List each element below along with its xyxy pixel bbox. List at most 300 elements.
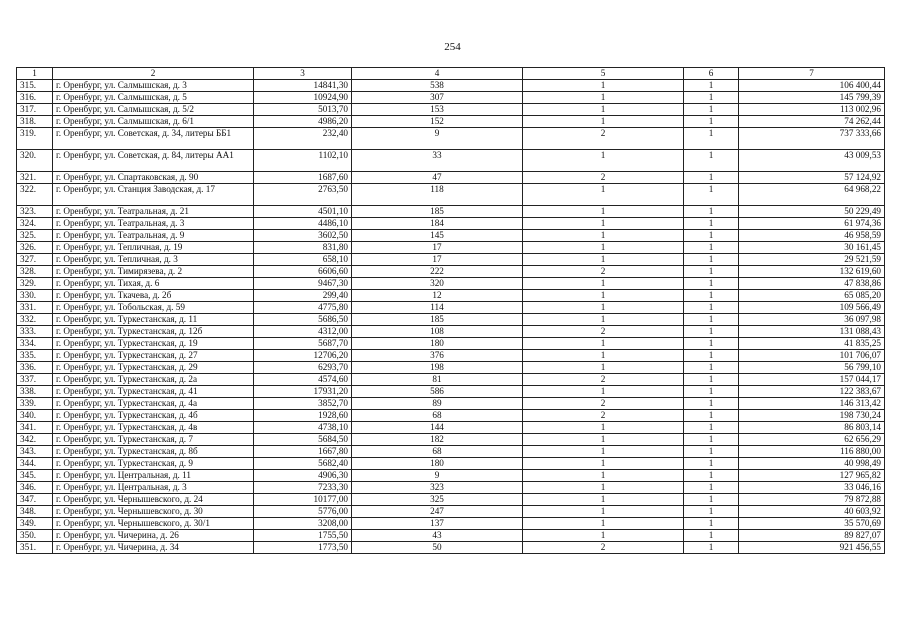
area-cell: 3208,00 xyxy=(254,518,352,530)
amount-cell: 43 009,53 xyxy=(739,150,885,172)
count-cell: 586 xyxy=(352,386,523,398)
table-row xyxy=(17,470,885,482)
row-number-cell: 341. xyxy=(17,422,53,434)
table-row xyxy=(17,530,885,542)
category-cell: 2 xyxy=(523,398,684,410)
row-number-cell: 329. xyxy=(17,278,53,290)
amount-cell: 40 603,92 xyxy=(739,506,885,518)
row-number-cell: 323. xyxy=(17,206,53,218)
category-cell: 1 xyxy=(523,254,684,266)
category-cell: 1 xyxy=(523,242,684,254)
amount-cell: 35 570,69 xyxy=(739,518,885,530)
category-cell: 1 xyxy=(523,434,684,446)
row-number-cell: 331. xyxy=(17,302,53,314)
amount-cell: 61 974,36 xyxy=(739,218,885,230)
amount-cell: 46 958,59 xyxy=(739,230,885,242)
area-cell: 1773,50 xyxy=(254,542,352,554)
table-row xyxy=(17,362,885,374)
address-cell: г. Оренбург, ул. Театральная, д. 21 xyxy=(53,206,254,218)
amount-cell: 145 799,39 xyxy=(739,92,885,104)
category-cell: 1 xyxy=(523,290,684,302)
code-cell: 1 xyxy=(684,386,739,398)
code-cell: 1 xyxy=(684,254,739,266)
area-cell: 6606,60 xyxy=(254,266,352,278)
address-cell: г. Оренбург, ул. Туркестанская, д. 11 xyxy=(53,314,254,326)
area-cell: 5776,00 xyxy=(254,506,352,518)
table-row xyxy=(17,150,885,172)
table-row xyxy=(17,218,885,230)
category-cell: 1 xyxy=(523,338,684,350)
amount-cell: 64 968,22 xyxy=(739,184,885,206)
category-cell: 2 xyxy=(523,266,684,278)
address-cell: г. Оренбург, ул. Театральная, д. 3 xyxy=(53,218,254,230)
amount-cell: 57 124,92 xyxy=(739,172,885,184)
area-cell: 9467,30 xyxy=(254,278,352,290)
address-cell: г. Оренбург, ул. Туркестанская, д. 41 xyxy=(53,386,254,398)
code-cell: 1 xyxy=(684,398,739,410)
code-cell: 1 xyxy=(684,410,739,422)
amount-cell: 101 706,07 xyxy=(739,350,885,362)
table-row xyxy=(17,350,885,362)
table-row xyxy=(17,92,885,104)
row-number-cell: 336. xyxy=(17,362,53,374)
category-cell: 1 xyxy=(523,350,684,362)
table-row xyxy=(17,386,885,398)
count-cell: 247 xyxy=(352,506,523,518)
code-cell: 1 xyxy=(684,446,739,458)
table-row xyxy=(17,230,885,242)
address-cell: г. Оренбург, ул. Театральная, д. 9 xyxy=(53,230,254,242)
row-number-cell: 319. xyxy=(17,128,53,150)
amount-cell: 41 835,25 xyxy=(739,338,885,350)
column-header: 6 xyxy=(684,68,739,80)
address-cell: г. Оренбург, ул. Туркестанская, д. 9 xyxy=(53,458,254,470)
amount-cell: 131 088,43 xyxy=(739,326,885,338)
area-cell: 12706,20 xyxy=(254,350,352,362)
address-cell: г. Оренбург, ул. Салмышская, д. 3 xyxy=(53,80,254,92)
row-number-cell: 315. xyxy=(17,80,53,92)
amount-cell: 127 965,82 xyxy=(739,470,885,482)
amount-cell: 50 229,49 xyxy=(739,206,885,218)
area-cell: 5682,40 xyxy=(254,458,352,470)
code-cell: 1 xyxy=(684,104,739,116)
address-cell: г. Оренбург, ул. Чичерина, д. 26 xyxy=(53,530,254,542)
address-cell: г. Оренбург, ул. Чернышевского, д. 24 xyxy=(53,494,254,506)
row-number-cell: 327. xyxy=(17,254,53,266)
row-number-cell: 337. xyxy=(17,374,53,386)
code-cell: 1 xyxy=(684,314,739,326)
amount-cell: 737 333,66 xyxy=(739,128,885,150)
address-cell: г. Оренбург, ул. Салмышская, д. 5/2 xyxy=(53,104,254,116)
address-cell: г. Оренбург, ул. Станция Заводская, д. 17 xyxy=(53,184,254,206)
code-cell: 1 xyxy=(684,278,739,290)
count-cell: 89 xyxy=(352,398,523,410)
area-cell: 4738,10 xyxy=(254,422,352,434)
data-table xyxy=(16,67,885,554)
table-row xyxy=(17,290,885,302)
code-cell: 1 xyxy=(684,266,739,278)
address-cell: г. Оренбург, ул. Туркестанская, д. 19 xyxy=(53,338,254,350)
table-row xyxy=(17,458,885,470)
amount-cell: 33 046,16 xyxy=(739,482,885,494)
category-cell: 1 xyxy=(523,458,684,470)
row-number-cell: 338. xyxy=(17,386,53,398)
row-number-cell: 330. xyxy=(17,290,53,302)
count-cell: 325 xyxy=(352,494,523,506)
category-cell: 1 xyxy=(523,482,684,494)
area-cell: 1928,60 xyxy=(254,410,352,422)
code-cell: 1 xyxy=(684,362,739,374)
category-cell: 1 xyxy=(523,302,684,314)
count-cell: 198 xyxy=(352,362,523,374)
table-row xyxy=(17,266,885,278)
area-cell: 1102,10 xyxy=(254,150,352,172)
row-number-cell: 334. xyxy=(17,338,53,350)
amount-cell: 122 383,67 xyxy=(739,386,885,398)
column-header: 5 xyxy=(523,68,684,80)
code-cell: 1 xyxy=(684,482,739,494)
row-number-cell: 325. xyxy=(17,230,53,242)
category-cell: 1 xyxy=(523,362,684,374)
address-cell: г. Оренбург, ул. Ткачева, д. 2б xyxy=(53,290,254,302)
count-cell: 376 xyxy=(352,350,523,362)
table-row xyxy=(17,128,885,150)
table-row xyxy=(17,482,885,494)
amount-cell: 47 838,86 xyxy=(739,278,885,290)
row-number-cell: 344. xyxy=(17,458,53,470)
address-cell: г. Оренбург, ул. Туркестанская, д. 2а xyxy=(53,374,254,386)
code-cell: 1 xyxy=(684,422,739,434)
code-cell: 1 xyxy=(684,326,739,338)
table-row xyxy=(17,410,885,422)
count-cell: 145 xyxy=(352,230,523,242)
area-cell: 3602,50 xyxy=(254,230,352,242)
count-cell: 180 xyxy=(352,458,523,470)
area-cell: 4312,00 xyxy=(254,326,352,338)
category-cell: 1 xyxy=(523,422,684,434)
category-cell: 1 xyxy=(523,184,684,206)
code-cell: 1 xyxy=(684,290,739,302)
row-number-cell: 328. xyxy=(17,266,53,278)
count-cell: 114 xyxy=(352,302,523,314)
area-cell: 4574,60 xyxy=(254,374,352,386)
table-row xyxy=(17,494,885,506)
page-number: 254 xyxy=(444,41,461,53)
area-cell: 10177,00 xyxy=(254,494,352,506)
count-cell: 144 xyxy=(352,422,523,434)
area-cell: 6293,70 xyxy=(254,362,352,374)
table-row xyxy=(17,116,885,128)
code-cell: 1 xyxy=(684,116,739,128)
address-cell: г. Оренбург, ул. Туркестанская, д. 4в xyxy=(53,422,254,434)
table-row xyxy=(17,398,885,410)
count-cell: 118 xyxy=(352,184,523,206)
address-cell: г. Оренбург, ул. Туркестанская, д. 4а xyxy=(53,398,254,410)
area-cell: 4906,30 xyxy=(254,470,352,482)
category-cell: 1 xyxy=(523,218,684,230)
category-cell: 2 xyxy=(523,326,684,338)
count-cell: 185 xyxy=(352,206,523,218)
address-cell: г. Оренбург, ул. Чичерина, д. 34 xyxy=(53,542,254,554)
column-header: 2 xyxy=(53,68,254,80)
category-cell: 1 xyxy=(523,314,684,326)
row-number-cell: 335. xyxy=(17,350,53,362)
address-cell: г. Оренбург, ул. Туркестанская, д. 8б xyxy=(53,446,254,458)
amount-cell: 198 730,24 xyxy=(739,410,885,422)
table-row xyxy=(17,422,885,434)
area-cell: 5686,50 xyxy=(254,314,352,326)
amount-cell: 86 803,14 xyxy=(739,422,885,434)
area-cell: 5684,50 xyxy=(254,434,352,446)
code-cell: 1 xyxy=(684,184,739,206)
category-cell: 1 xyxy=(523,80,684,92)
category-cell: 2 xyxy=(523,542,684,554)
category-cell: 1 xyxy=(523,506,684,518)
column-header: 7 xyxy=(739,68,885,80)
count-cell: 33 xyxy=(352,150,523,172)
table-row xyxy=(17,374,885,386)
code-cell: 1 xyxy=(684,374,739,386)
table-row xyxy=(17,172,885,184)
row-number-cell: 332. xyxy=(17,314,53,326)
code-cell: 1 xyxy=(684,150,739,172)
code-cell: 1 xyxy=(684,172,739,184)
row-number-cell: 350. xyxy=(17,530,53,542)
amount-cell: 116 880,00 xyxy=(739,446,885,458)
category-cell: 1 xyxy=(523,530,684,542)
area-cell: 4501,10 xyxy=(254,206,352,218)
column-header: 3 xyxy=(254,68,352,80)
area-cell: 5687,70 xyxy=(254,338,352,350)
area-cell: 14841,30 xyxy=(254,80,352,92)
code-cell: 1 xyxy=(684,302,739,314)
address-cell: г. Оренбург, ул. Советская, д. 34, литеры ББ1 xyxy=(53,128,254,150)
code-cell: 1 xyxy=(684,434,739,446)
count-cell: 108 xyxy=(352,326,523,338)
table-row xyxy=(17,506,885,518)
area-cell: 10924,90 xyxy=(254,92,352,104)
code-cell: 1 xyxy=(684,206,739,218)
address-cell: г. Оренбург, ул. Туркестанская, д. 4б xyxy=(53,410,254,422)
count-cell: 152 xyxy=(352,116,523,128)
amount-cell: 89 827,07 xyxy=(739,530,885,542)
address-cell: г. Оренбург, ул. Салмышская, д. 5 xyxy=(53,92,254,104)
row-number-cell: 351. xyxy=(17,542,53,554)
column-header: 1 xyxy=(17,68,53,80)
amount-cell: 74 262,44 xyxy=(739,116,885,128)
count-cell: 137 xyxy=(352,518,523,530)
count-cell: 50 xyxy=(352,542,523,554)
table-row xyxy=(17,518,885,530)
area-cell: 232,40 xyxy=(254,128,352,150)
table-row xyxy=(17,206,885,218)
table-row xyxy=(17,542,885,554)
row-number-cell: 316. xyxy=(17,92,53,104)
amount-cell: 106 400,44 xyxy=(739,80,885,92)
amount-cell: 62 656,29 xyxy=(739,434,885,446)
amount-cell: 65 085,20 xyxy=(739,290,885,302)
amount-cell: 109 566,49 xyxy=(739,302,885,314)
count-cell: 323 xyxy=(352,482,523,494)
category-cell: 1 xyxy=(523,386,684,398)
table-row xyxy=(17,326,885,338)
category-cell: 2 xyxy=(523,410,684,422)
amount-cell: 157 044,17 xyxy=(739,374,885,386)
amount-cell: 40 998,49 xyxy=(739,458,885,470)
code-cell: 1 xyxy=(684,494,739,506)
row-number-cell: 322. xyxy=(17,184,53,206)
area-cell: 4486,10 xyxy=(254,218,352,230)
row-number-cell: 349. xyxy=(17,518,53,530)
code-cell: 1 xyxy=(684,338,739,350)
category-cell: 1 xyxy=(523,470,684,482)
address-cell: г. Оренбург, ул. Тобольская, д. 59 xyxy=(53,302,254,314)
table-row xyxy=(17,184,885,206)
category-cell: 1 xyxy=(523,104,684,116)
count-cell: 17 xyxy=(352,254,523,266)
amount-cell: 79 872,88 xyxy=(739,494,885,506)
code-cell: 1 xyxy=(684,542,739,554)
table-row xyxy=(17,242,885,254)
address-cell: г. Оренбург, ул. Центральная, д. 11 xyxy=(53,470,254,482)
category-cell: 1 xyxy=(523,116,684,128)
area-cell: 831,80 xyxy=(254,242,352,254)
table-row xyxy=(17,434,885,446)
category-cell: 1 xyxy=(523,446,684,458)
row-number-cell: 346. xyxy=(17,482,53,494)
count-cell: 180 xyxy=(352,338,523,350)
count-cell: 185 xyxy=(352,314,523,326)
table-row xyxy=(17,338,885,350)
table-body xyxy=(17,68,885,554)
count-cell: 17 xyxy=(352,242,523,254)
count-cell: 9 xyxy=(352,128,523,150)
row-number-cell: 343. xyxy=(17,446,53,458)
code-cell: 1 xyxy=(684,458,739,470)
amount-cell: 113 002,96 xyxy=(739,104,885,116)
address-cell: г. Оренбург, ул. Тимирязева, д. 2 xyxy=(53,266,254,278)
row-number-cell: 321. xyxy=(17,172,53,184)
count-cell: 222 xyxy=(352,266,523,278)
amount-cell: 132 619,60 xyxy=(739,266,885,278)
address-cell: г. Оренбург, ул. Чернышевского, д. 30 xyxy=(53,506,254,518)
address-cell: г. Оренбург, ул. Чернышевского, д. 30/1 xyxy=(53,518,254,530)
code-cell: 1 xyxy=(684,218,739,230)
address-cell: г. Оренбург, ул. Туркестанская, д. 7 xyxy=(53,434,254,446)
area-cell: 1687,60 xyxy=(254,172,352,184)
table-row xyxy=(17,446,885,458)
code-cell: 1 xyxy=(684,92,739,104)
category-cell: 1 xyxy=(523,278,684,290)
category-cell: 1 xyxy=(523,206,684,218)
table-row xyxy=(17,314,885,326)
category-cell: 2 xyxy=(523,172,684,184)
row-number-cell: 345. xyxy=(17,470,53,482)
category-cell: 1 xyxy=(523,230,684,242)
column-header: 4 xyxy=(352,68,523,80)
address-cell: г. Оренбург, ул. Советская, д. 84, литеры АА1 xyxy=(53,150,254,172)
address-cell: г. Оренбург, ул. Тихая, д. 6 xyxy=(53,278,254,290)
code-cell: 1 xyxy=(684,506,739,518)
table-row xyxy=(17,278,885,290)
address-cell: г. Оренбург, ул. Туркестанская, д. 27 xyxy=(53,350,254,362)
count-cell: 182 xyxy=(352,434,523,446)
category-cell: 1 xyxy=(523,150,684,172)
code-cell: 1 xyxy=(684,530,739,542)
count-cell: 153 xyxy=(352,104,523,116)
row-number-cell: 326. xyxy=(17,242,53,254)
area-cell: 2763,50 xyxy=(254,184,352,206)
category-cell: 1 xyxy=(523,92,684,104)
count-cell: 68 xyxy=(352,446,523,458)
category-cell: 2 xyxy=(523,128,684,150)
amount-cell: 36 097,98 xyxy=(739,314,885,326)
area-cell: 1667,80 xyxy=(254,446,352,458)
row-number-cell: 342. xyxy=(17,434,53,446)
address-cell: г. Оренбург, ул. Центральная, д. 3 xyxy=(53,482,254,494)
table-row xyxy=(17,80,885,92)
address-cell: г. Оренбург, ул. Туркестанская, д. 29 xyxy=(53,362,254,374)
code-cell: 1 xyxy=(684,350,739,362)
count-cell: 12 xyxy=(352,290,523,302)
amount-cell: 921 456,55 xyxy=(739,542,885,554)
area-cell: 7233,30 xyxy=(254,482,352,494)
table-row xyxy=(17,254,885,266)
count-cell: 47 xyxy=(352,172,523,184)
area-cell: 658,10 xyxy=(254,254,352,266)
amount-cell: 29 521,59 xyxy=(739,254,885,266)
amount-cell: 146 313,42 xyxy=(739,398,885,410)
row-number-cell: 333. xyxy=(17,326,53,338)
amount-cell: 56 799,10 xyxy=(739,362,885,374)
amount-cell: 30 161,45 xyxy=(739,242,885,254)
table-row xyxy=(17,104,885,116)
code-cell: 1 xyxy=(684,230,739,242)
area-cell: 17931,20 xyxy=(254,386,352,398)
count-cell: 184 xyxy=(352,218,523,230)
code-cell: 1 xyxy=(684,518,739,530)
address-cell: г. Оренбург, ул. Туркестанская, д. 12б xyxy=(53,326,254,338)
row-number-cell: 317. xyxy=(17,104,53,116)
address-cell: г. Оренбург, ул. Тепличная, д. 19 xyxy=(53,242,254,254)
count-cell: 68 xyxy=(352,410,523,422)
code-cell: 1 xyxy=(684,80,739,92)
area-cell: 3852,70 xyxy=(254,398,352,410)
count-cell: 9 xyxy=(352,470,523,482)
count-cell: 307 xyxy=(352,92,523,104)
code-cell: 1 xyxy=(684,470,739,482)
count-cell: 81 xyxy=(352,374,523,386)
category-cell: 2 xyxy=(523,374,684,386)
row-number-cell: 340. xyxy=(17,410,53,422)
category-cell: 1 xyxy=(523,494,684,506)
area-cell: 1755,50 xyxy=(254,530,352,542)
row-number-cell: 348. xyxy=(17,506,53,518)
row-number-cell: 324. xyxy=(17,218,53,230)
area-cell: 4775,80 xyxy=(254,302,352,314)
count-cell: 43 xyxy=(352,530,523,542)
count-cell: 538 xyxy=(352,80,523,92)
area-cell: 5013,70 xyxy=(254,104,352,116)
count-cell: 320 xyxy=(352,278,523,290)
row-number-cell: 320. xyxy=(17,150,53,172)
table-header-row xyxy=(17,68,885,80)
code-cell: 1 xyxy=(684,128,739,150)
row-number-cell: 347. xyxy=(17,494,53,506)
row-number-cell: 318. xyxy=(17,116,53,128)
address-cell: г. Оренбург, ул. Спартаковская, д. 90 xyxy=(53,172,254,184)
area-cell: 4986,20 xyxy=(254,116,352,128)
